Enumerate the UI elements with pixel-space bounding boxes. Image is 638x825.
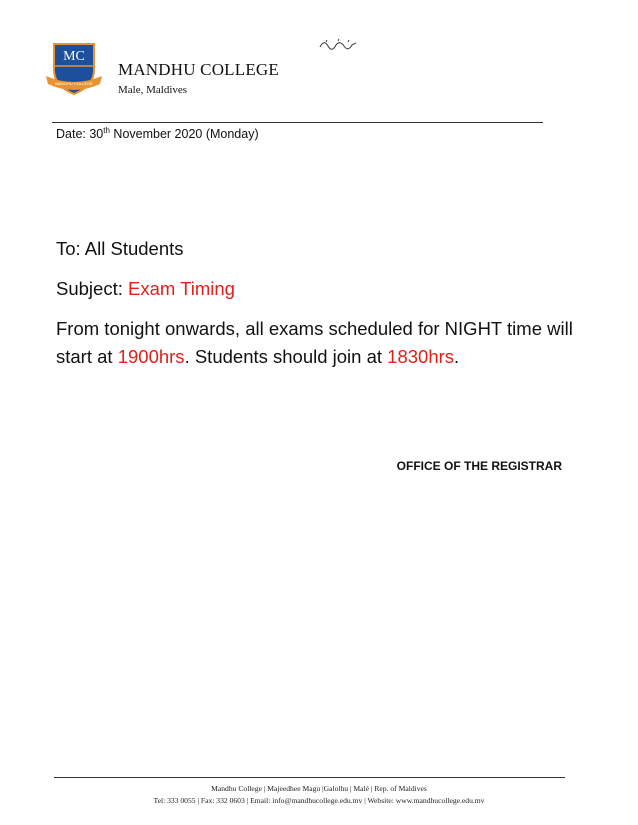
calligraphy-emblem-icon — [318, 37, 358, 51]
subject-line — [56, 275, 235, 303]
date-prefix: Date: 30 — [56, 127, 104, 141]
footer-divider — [54, 777, 565, 778]
footer-contact: Tel: 333 0055 | Fax: 332 0603 | Email: info@mandhucollege.edu.mv | Website: www.mandhucollege.edu.mv — [153, 796, 485, 805]
message-text-2: . Students should join at — [184, 346, 388, 367]
subject-label: Subject: — [56, 278, 128, 299]
college-name: MANDHU COLLEGE — [118, 60, 279, 79]
message-text-1: From tonight onwards, all exams scheduled for NIGHT time will start at — [56, 318, 573, 367]
join-time: 1830hrs — [387, 346, 455, 367]
footer-address: Mandhu College | Majeedhee Magu |Galolhu | Malé | Rep. of Maldives — [211, 784, 427, 793]
subject-value: Exam Timing — [128, 278, 235, 299]
message-body — [56, 315, 586, 371]
header-divider — [52, 122, 543, 123]
date-suffix: November 2020 (Monday) — [109, 127, 259, 141]
college-logo-icon — [44, 40, 104, 100]
logo-ribbon-text: MANDHU COLLEGE — [55, 81, 93, 86]
recipient-line: To: All Students — [56, 238, 184, 259]
date-ordinal: th — [103, 125, 110, 135]
logo-letters: MC — [63, 49, 85, 64]
signoff: OFFICE OF THE REGISTRAR — [396, 459, 562, 473]
message-text-3: . — [454, 346, 460, 367]
college-location: Male, Maldives — [118, 84, 188, 96]
start-time: 1900hrs — [117, 346, 185, 367]
date-line — [56, 127, 259, 141]
